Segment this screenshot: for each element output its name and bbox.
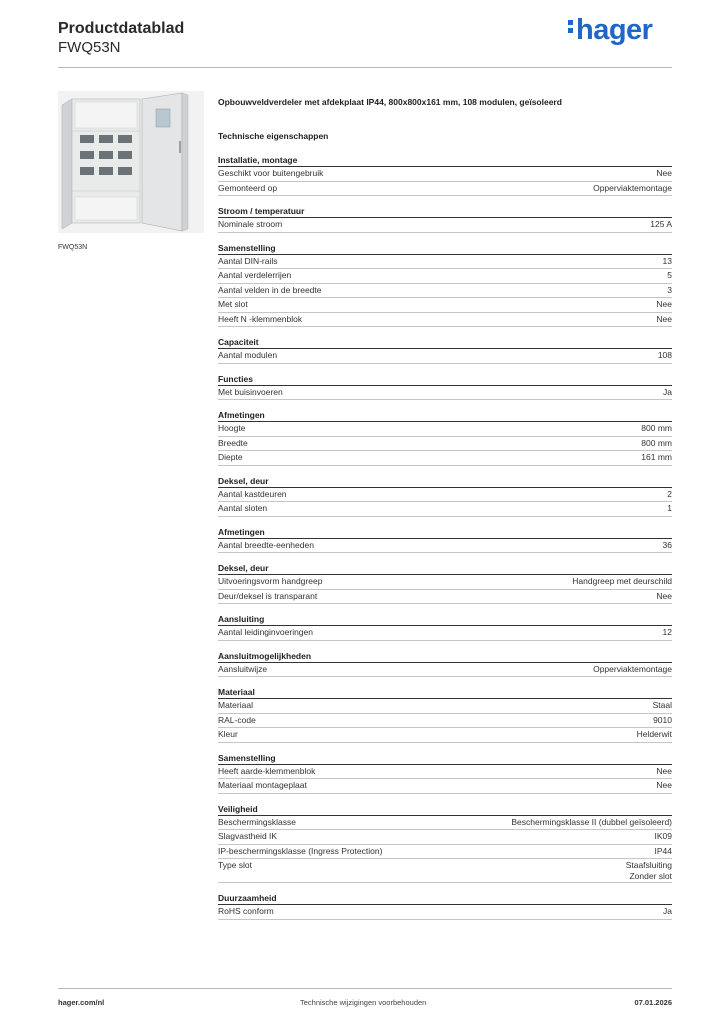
spec-row [218, 728, 672, 743]
image-caption: FWQ53N [58, 244, 88, 251]
spec-section-title: Materiaal [218, 686, 672, 699]
footer-website: hager.com/nl [58, 998, 105, 1007]
spec-section [218, 205, 672, 233]
spec-row [218, 422, 672, 437]
product-image [58, 91, 204, 233]
spec-value: Staafsluiting Zonder slot [625, 860, 672, 881]
spec-section-title: Samenstelling [218, 752, 672, 765]
spec-label: IP-beschermingsklasse (Ingress Protection) [218, 845, 383, 856]
spec-row [218, 167, 672, 182]
spec-row [218, 349, 672, 364]
spec-row [218, 502, 672, 517]
spec-label: Aantal velden in de breedte [218, 284, 322, 295]
spec-value: Helderwit [636, 729, 672, 739]
hager-logo [568, 14, 652, 47]
spec-row [218, 845, 672, 860]
spec-row [218, 765, 672, 780]
spec-value: Ja [663, 386, 672, 397]
spec-value: 5 [667, 270, 672, 280]
spec-section-title: Capaciteit [218, 336, 672, 349]
spec-section-title: Aansluitmogelijkheden [218, 650, 672, 663]
spec-section [218, 803, 672, 884]
spec-row [218, 218, 672, 233]
spec-label: Aantal sloten [218, 503, 268, 513]
spec-section [218, 373, 672, 401]
spec-row [218, 816, 672, 831]
spec-label: Kleur [218, 729, 238, 739]
spec-value: 13 [662, 255, 672, 266]
spec-row [218, 626, 672, 641]
spec-row [218, 488, 672, 503]
spec-section-title: Functies [218, 373, 672, 386]
spec-row [218, 575, 672, 590]
spec-row [218, 269, 672, 284]
spec-row [218, 451, 672, 466]
spec-label: Breedte [218, 437, 248, 448]
spec-row [218, 284, 672, 299]
spec-row [218, 539, 672, 554]
spec-label: Aantal DIN-rails [218, 255, 278, 266]
spec-label: Geschikt voor buitengebruik [218, 168, 324, 178]
spec-section-title: Duurzaamheid [218, 892, 672, 905]
spec-section-title: Aansluiting [218, 613, 672, 626]
spec-value: 161 mm [641, 452, 672, 462]
spec-row [218, 830, 672, 845]
spec-section [218, 336, 672, 364]
spec-section [218, 562, 672, 604]
spec-row [218, 437, 672, 452]
spec-label: Aantal verdelerrijen [218, 270, 292, 280]
spec-label: Beschermingsklasse [218, 816, 296, 827]
spec-section [218, 650, 672, 678]
spec-row [218, 663, 672, 678]
spec-section [218, 686, 672, 743]
spec-value: Beschermingsklasse II (dubbel geïsoleerd) [511, 816, 672, 827]
spec-section-title: Afmetingen [218, 409, 672, 422]
spec-label: Aantal breedte-eenheden [218, 539, 314, 550]
spec-label: Aansluitwijze [218, 663, 268, 674]
spec-value: IP44 [654, 845, 672, 856]
spec-label: Aantal kastdeuren [218, 488, 287, 499]
spec-section [218, 613, 672, 641]
spec-row [218, 859, 672, 883]
spec-row [218, 313, 672, 328]
spec-value: 12 [662, 627, 672, 637]
spec-row [218, 905, 672, 920]
spec-value: Nee [656, 780, 672, 790]
spec-label: Aantal modulen [218, 350, 278, 360]
spec-value: Ja [663, 906, 672, 916]
spec-value: Handgreep met deurschild [572, 576, 672, 586]
spec-value: 108 [657, 350, 672, 360]
spec-row [218, 182, 672, 197]
spec-label: Heeft aarde-klemmenblok [218, 765, 316, 776]
footer-disclaimer: Technische wijzigingen voorbehouden [300, 998, 427, 1007]
spec-section [218, 154, 672, 196]
logo-dots-icon [568, 17, 574, 36]
spec-value: Staal [652, 700, 672, 710]
spec-label: Gemonteerd op [218, 182, 278, 193]
spec-value: 1 [667, 503, 672, 513]
spec-label: Nominale stroom [218, 219, 283, 229]
spec-section-title: Stroom / temperatuur [218, 205, 672, 218]
spec-section [218, 409, 672, 466]
spec-label: Met slot [218, 299, 248, 309]
spec-row [218, 255, 672, 270]
spec-row [218, 590, 672, 605]
spec-label: Type slot [218, 860, 253, 870]
spec-value: Nee [656, 299, 672, 309]
spec-section-title: Deksel, deur [218, 475, 672, 488]
spec-value: IK09 [654, 831, 672, 841]
spec-value: Nee [656, 313, 672, 324]
product-description: Opbouwveldverdeler met afdekplaat IP44, 800x800x161 mm, 108 modulen, geïsoleerd [218, 97, 562, 107]
spec-section [218, 475, 672, 517]
spec-row [218, 714, 672, 729]
footer-date: 07.01.2026 [634, 998, 672, 1007]
spec-label: Uitvoeringsvorm handgreep [218, 576, 323, 586]
spec-value: 800 mm [641, 437, 672, 448]
spec-label: Deur/deksel is transparant [218, 590, 318, 601]
spec-label: Aantal leidinginvoeringen [218, 627, 313, 637]
spec-value: Opperviaktemontage [593, 182, 672, 193]
spec-label: RAL-code [218, 714, 256, 725]
spec-value: Nee [656, 765, 672, 776]
spec-section [218, 526, 672, 554]
spec-value: Nee [656, 168, 672, 178]
spec-value: 3 [667, 284, 672, 295]
spec-section [218, 242, 672, 328]
footer-divider [58, 988, 672, 989]
spec-label: Slagvastheid IK [218, 831, 278, 841]
spec-section-title: Installatie, montage [218, 154, 672, 167]
spec-row [218, 779, 672, 794]
spec-label: Materiaal montageplaat [218, 780, 307, 790]
spec-label: RoHS conform [218, 906, 274, 916]
properties-heading: Technische eigenschappen [218, 131, 329, 141]
spec-section-title: Samenstelling [218, 242, 672, 255]
spec-label: Diepte [218, 452, 243, 462]
spec-value: Opperviaktemontage [593, 663, 672, 674]
spec-label: Heeft N -klemmenblok [218, 313, 303, 324]
spec-section-title: Deksel, deur [218, 562, 672, 575]
spec-value: 2 [667, 488, 672, 499]
spec-value: Nee [656, 590, 672, 601]
header-divider [58, 67, 672, 68]
spec-section [218, 752, 672, 794]
spec-row [218, 386, 672, 401]
spec-value: 125 A [650, 219, 672, 229]
spec-section [218, 892, 672, 920]
document-title: Productdatablad [58, 20, 185, 37]
spec-row [218, 699, 672, 714]
spec-section-title: Afmetingen [218, 526, 672, 539]
spec-value: 9010 [653, 714, 672, 725]
spec-label: Hoogte [218, 423, 246, 433]
specifications-list [218, 154, 672, 929]
logo-text: hager [576, 14, 653, 46]
spec-section-title: Veiligheid [218, 803, 672, 816]
spec-value: 800 mm [641, 423, 672, 433]
product-code: FWQ53N [58, 39, 121, 56]
spec-label: Materiaal [218, 700, 253, 710]
spec-row [218, 298, 672, 313]
spec-label: Met buisinvoeren [218, 386, 283, 397]
spec-value: 36 [662, 539, 672, 550]
